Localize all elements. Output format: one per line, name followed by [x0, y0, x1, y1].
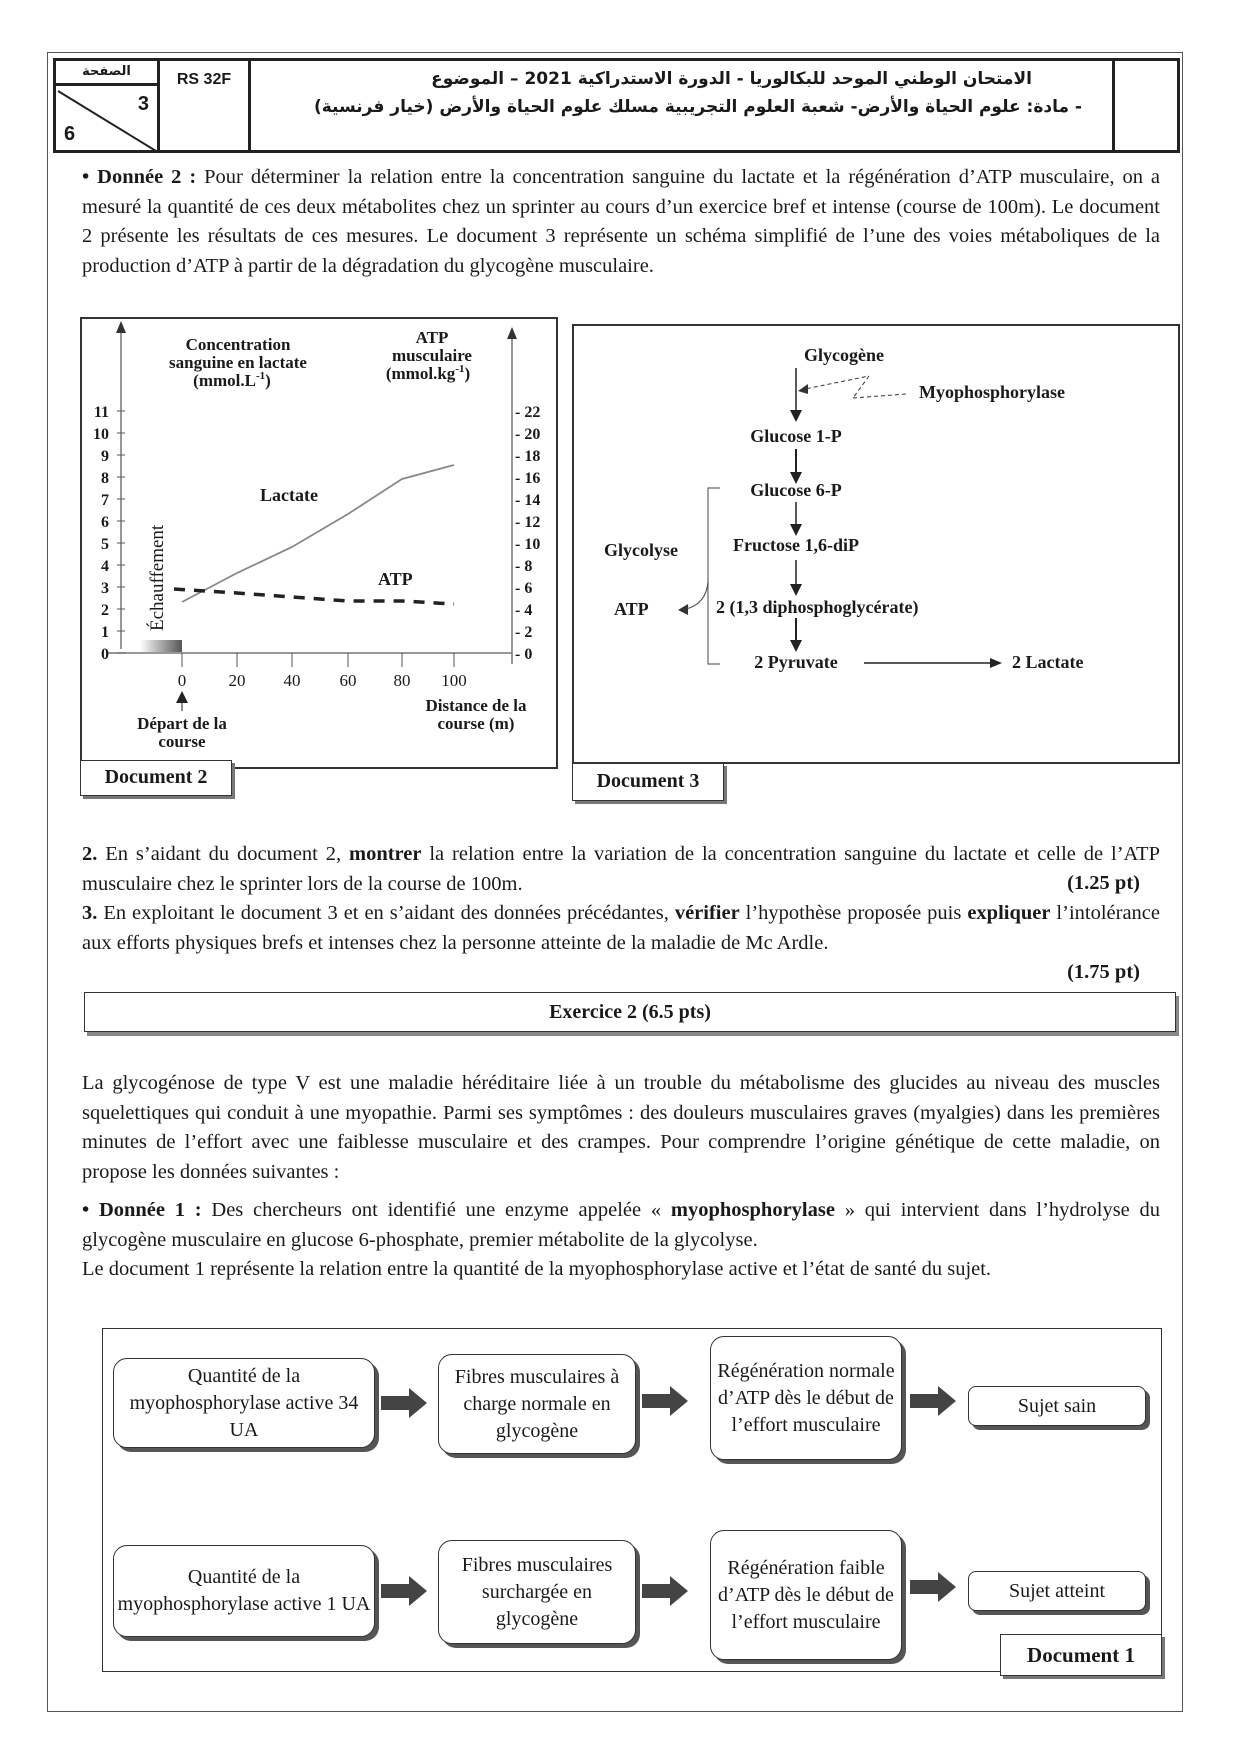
- left-axis-title-1: Concentration: [185, 335, 291, 354]
- flow-box-enzyme-affected: Quantité de la myophosphorylase active 1 UA: [113, 1545, 375, 1637]
- left-axis-title-2: sanguine en lactate: [169, 353, 307, 372]
- x-axis-title-2: course (m): [437, 714, 515, 733]
- page-label: الصفحة: [56, 61, 157, 86]
- svg-text:- 14: - 14: [515, 492, 541, 509]
- svg-text:40: 40: [283, 671, 301, 690]
- lactate-atp-chart: [82, 319, 560, 771]
- lactate-product-label: 2 Lactate: [1012, 652, 1084, 672]
- svg-text:3: 3: [101, 580, 109, 597]
- subject-code: RS 32F: [160, 61, 251, 150]
- glucose1p-label: Glucose 1-P: [750, 426, 842, 446]
- svg-text:- 20: - 20: [515, 426, 541, 443]
- svg-text:(mmol.kg-1): $(mmol.kg^{-1})$: [385, 363, 471, 383]
- glucose6p-label: Glucose 6-P: [750, 480, 842, 500]
- svg-text:5: 5: [101, 536, 109, 553]
- enzyme-label: Myophosphorylase: [919, 382, 1066, 402]
- glycolyse-label: Glycolyse: [604, 540, 678, 560]
- svg-text:100: 100: [441, 671, 467, 690]
- pyruvate-label: 2 Pyruvate: [754, 652, 838, 672]
- exercise2-title: Exercice 2 (6.5 pts): [84, 992, 1176, 1032]
- exam-header: [53, 58, 1180, 153]
- question-3: 3. En exploitant le document 3 et en s’aidant des données précédantes, vérifier l’hypothèse proposée puis expliquer l’intolérance aux efforts physiques brefs et intenses chez la personne atteinte de la maladie de Mc Ardle. (1.75 pt): [82, 899, 1160, 958]
- svg-text:10: 10: [93, 426, 109, 443]
- header-empty-cell: [1115, 61, 1177, 150]
- arrow-right-icon: [910, 1572, 956, 1602]
- svg-text:(mmol.L-1): $(mmol.L^{-1})$: [193, 370, 271, 390]
- donnee2-text: Pour déterminer la relation entre la concentration sanguine du lactate et la régénération d’ATP musculaire, on a mesuré la quantité de ces deux métabolites chez un sprinter au cours d’un exercice bref et intense (course de 100m). Le document 2 présente les résultats de ces mesures. Le document 3 représente un schéma simplifié de l’une des voies métaboliques de la production d’ATP à partir de la dégradation du glycogène musculaire.: [82, 166, 1161, 277]
- svg-text:- 4: - 4: [515, 602, 533, 619]
- arrow-right-icon: [381, 1576, 427, 1606]
- svg-text:1: 1: [101, 624, 109, 641]
- fructose-label: Fructose 1,6-diP: [733, 535, 859, 555]
- start-label-1: Départ de la: [137, 714, 227, 733]
- svg-text:9: 9: [101, 448, 109, 465]
- flow-box-outcome-affected: Sujet atteint: [968, 1571, 1146, 1611]
- svg-text:0: 0: [177, 671, 187, 690]
- donnee1-paragraph: • Donnée 1 : Des chercheurs ont identifié une enzyme appelée « myophosphorylase » qui intervient dans l’hydrolyse du glycogène musculaire en glucose 6-phosphate, premier métabolite de la glycolyse. Le document 1 représente la relation entre la quantité de la myophosphorylase active et l’état de santé du sujet.: [82, 1199, 1161, 1280]
- lactate-label: Lactate: [260, 485, 318, 505]
- flow-box-enzyme-healthy: Quantité de la myophosphorylase active 34 UA: [113, 1358, 375, 1448]
- svg-text:0: 0: [101, 646, 109, 663]
- glycolysis-schema: [574, 326, 1182, 766]
- flow-box-atp-healthy: Régénération normale d’ATP dès le début de l’effort musculaire: [710, 1336, 902, 1460]
- question-2-points: (1.25 pt): [1067, 872, 1140, 894]
- svg-text:80: 80: [393, 671, 411, 690]
- exam-title: [251, 61, 1115, 150]
- question-2: 2. En s’aidant du document 2, montrer la relation entre la variation de la concentration sanguine du lactate et celle de l’ATP musculaire chez le sprinter lors de la course de 100m. (1.25 pt): [82, 840, 1160, 899]
- exam-title-line1: الامتحان الوطني الموحد للبكالوريا - الدورة الاستدراكية 2021 – الموضوع: [431, 69, 1032, 89]
- flow-box-outcome-healthy: Sujet sain: [968, 1386, 1146, 1426]
- donnee2-label: • Donnée 2 :: [82, 166, 197, 188]
- svg-text:- 12: - 12: [515, 514, 541, 531]
- atp-series: [174, 589, 454, 604]
- document2-label: Document 2: [80, 760, 232, 796]
- svg-text:20: 20: [228, 671, 246, 690]
- x-axis-title-1: Distance de la: [425, 696, 527, 715]
- page-number-cell: [56, 61, 160, 150]
- svg-text:- 2: - 2: [515, 624, 533, 641]
- document3-label: Document 3: [572, 763, 724, 801]
- right-axis-title-2: musculaire: [392, 346, 472, 365]
- atp-product-label: ATP: [614, 599, 649, 619]
- warmup-label: Échauffement: [147, 524, 168, 631]
- flow-box-fibres-affected: Fibres musculaires surchargée en glycogène: [438, 1540, 636, 1644]
- flow-box-fibres-healthy: Fibres musculaires à charge normale en glycogène: [438, 1354, 636, 1454]
- svg-text:- 8: - 8: [515, 558, 533, 575]
- flow-box-atp-affected: Régénération faible d’ATP dès le début de l’effort musculaire: [710, 1530, 902, 1660]
- page-current: 3: [137, 93, 149, 115]
- arrow-right-icon: [642, 1576, 688, 1606]
- arrow-right-icon: [642, 1386, 688, 1416]
- document1-label: Document 1: [1000, 1634, 1162, 1676]
- document2-chart-box: [80, 317, 558, 769]
- dpg-label: 2 (1,3 diphosphoglycérate): [716, 597, 919, 617]
- svg-text:8: 8: [101, 470, 109, 487]
- exercise2-intro: La glycogénose de type V est une maladie héréditaire liée à un trouble du métabolisme des glucides au niveau des muscles squelettiques qui conduit à une myopathie. Parmi ses symptômes : des douleurs musculaires graves (myalgies) dans les premières minutes de l’effort avec une faiblesse musculaire et des crampes. Pour comprendre l’origine génétique de cette maladie, on propose les données suivantes :: [82, 1072, 1160, 1183]
- document3-schema-box: [572, 324, 1180, 764]
- svg-text:- 18: - 18: [515, 448, 541, 465]
- svg-text:4: 4: [101, 558, 109, 575]
- svg-text:- 22: - 22: [515, 404, 541, 421]
- svg-text:- 0: - 0: [515, 646, 533, 663]
- svg-text:11: 11: [93, 404, 109, 421]
- question-3-points: (1.75 pt): [1067, 961, 1140, 983]
- start-label-2: course: [158, 732, 206, 751]
- atp-label: ATP: [378, 569, 413, 589]
- svg-text:2: 2: [101, 602, 109, 619]
- arrow-right-icon: [910, 1386, 956, 1416]
- svg-text:- 6: - 6: [515, 580, 533, 597]
- right-axis-title-1: ATP: [415, 328, 449, 347]
- svg-text:7: 7: [101, 492, 109, 509]
- donnee2-paragraph: [82, 163, 1160, 281]
- svg-text:- 16: - 16: [515, 470, 541, 487]
- arrow-right-icon: [381, 1388, 427, 1418]
- svg-text:60: 60: [339, 671, 357, 690]
- exam-title-line2: - مادة: علوم الحياة والأرض- شعبة العلوم التجريبية مسلك علوم الحياة والأرض (خيار فرنسية): [313, 97, 1082, 117]
- page-total: 6: [64, 123, 76, 145]
- glycogene-label: Glycogène: [804, 345, 884, 365]
- lactate-series: [182, 465, 454, 602]
- svg-text:6: 6: [101, 514, 109, 531]
- svg-text:- 10: - 10: [515, 536, 541, 553]
